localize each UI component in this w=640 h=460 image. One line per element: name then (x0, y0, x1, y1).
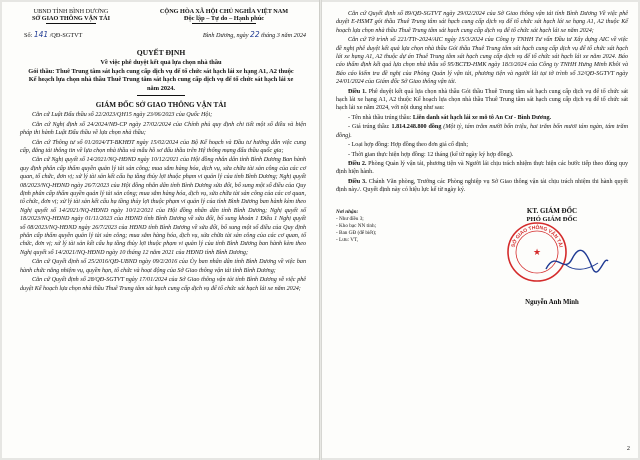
contract-type: - Loại hợp đồng: Hợp đồng theo đơn giá cố định; (348, 142, 469, 149)
article-2-text: Phòng Quản lý vận tải, phương tiện và Người lái chịu trách nhiệm thực hiện các bước tiếp theo đúng quy định hiện hành. (336, 160, 628, 176)
basis-paragraph: Căn cứ Quyết định số 25/2016/QĐ-UBND ngày 09/2/2016 của Ủy ban nhân dân tỉnh Bình Dương về việc ban hành chức năng nhiệm vụ, quyền hạn, tổ chức và hoạt động của Sở Giao thông vận tải tỉnh Bình Dương; (20, 259, 306, 274)
date-suffix: tháng 3 năm 2024 (261, 32, 306, 39)
signer-position: PHÓ GIÁM ĐỐC (526, 215, 578, 223)
doc-number-prefix: Số: (24, 32, 33, 39)
director-heading: GIÁM ĐỐC SỞ GIAO THÔNG VẬN TẢI (95, 101, 227, 110)
article-3-label: Điều 3. (348, 178, 367, 185)
subject-line-2: Gói thầu: Thuê Trung tâm sát hạch cung cấp dịch vụ để tổ chức sát hạch lái xe hạng A1, A2 thuộc Kế hoạch lựa chọn nhà thầu Thuê Trung tâm sát hạch cung cấp dịch vụ để tổ chức sát hạch lái xe năm 2024. (28, 67, 294, 92)
page-number: 2 (626, 445, 630, 452)
department-name: SỞ GIAO THÔNG VẬN TẢI (31, 15, 111, 22)
signature-scribble-icon (542, 245, 612, 281)
letterhead (2, 2, 320, 24)
date-prefix: Bình Dương, ngày (202, 32, 249, 39)
price-label: - Giá trúng thầu: (348, 124, 390, 131)
doc-date (203, 30, 306, 39)
signer (472, 206, 632, 306)
doc-number-handwritten: 141 (33, 30, 49, 39)
document-title: QUYẾT ĐỊNH (136, 48, 186, 57)
signer-authority: KT. GIÁM ĐỐC (526, 206, 578, 215)
decision-body (322, 2, 638, 195)
basis-paragraph: Căn cứ Tờ trình số 221/TTr-2024/AIC ngày 15/3/2024 của Công ty TNHH Tư vấn Đầu tư Xây dựng AIC về việc đề nghị phê duyệt kết quả lựa chọn nhà thầu Gói thầu Thuê Trung tâm sát hạch cung cấp dịch vụ để tổ chức sát hạch lái xe hạng A1, A2 thuộc dự án Thuê Trung tâm sát hạch cung cấp dịch vụ để tổ chức sát hạch lái xe năm 2024. Báo cáo thẩm định kết quả lựa chọn nhà thầu số 95/BCTĐ-HMK ngày 18/3/2024 của Công ty TNHH Hưng Minh Khôi và Báo cáo kiểm tra đề nghị của Phòng Quản lý vận tải, phương tiện và người lái tại tờ trình số 32/QĐ-SGTVT ngày 24/01/2024 của Giám đốc Sở Giao thông vận tải. (336, 37, 628, 86)
winner-line (336, 114, 628, 122)
doc-meta (2, 24, 320, 39)
signature-block (322, 199, 638, 309)
recipient-item: - Lưu: VT, (336, 236, 359, 243)
basis-paragraph: Căn cứ Nghị quyết số 14/2021/NQ-HĐND ngày 10/12/2021 của Hội đồng nhân dân tỉnh Bình Dương Ban hành quy định phân cấp thẩm quyền quản lý tài sản công; mua sắm hàng hóa, dịch vụ, sửa chữa tài sản công của các cơ quan, tổ chức, đơn vị; xử lý tài sản kết cấu hạ tầng thủy lợi thuộc phạm vi quản lý của tỉnh Bình Dương; Nghị quyết 08/2023/NQ-HĐND ngày 26/7/2023 của Hội đồng nhân dân tỉnh Bình Dương sửa đổi, bổ sung một số điều của Quy định phân cấp thẩm quyền quản lý tài sản công; mua sắm hàng hóa, dịch vụ, sửa chữa tài sản công của các cơ quan, tổ chức, đơn vị; xử lý tài sản kết cấu hạ tầng thủy lợi thuộc phạm vi quản lý của tỉnh Bình Dương ban hành kèm theo Nghị quyết số 14/2021/NQ-HĐND ngày 10/12/2021 của Hội đồng nhân dân tỉnh Bình Dương; Nghị quyết số 18/2023/NQ-HĐND ngày 01/11/2023 của HĐND tỉnh Bình Dương về sửa đổi, bổ sung khoản 1 Điều 1 Nghị quyết số 08/2023/NQ-HĐND ngày 26/7/2023 của HĐND tỉnh Bình Dương về sửa đổi, bổ sung một số điều của Quy định phân cấp thẩm quyền quản lý tài sản công; mua sắm hàng hóa, dịch vụ, sửa chữa tài sản công của các cơ quan, tổ chức, đơn vị; xử lý tài sản kết cấu hạ tầng thủy lợi thuộc phạm vi quản lý của tỉnh Bình Dương ban hành kèm theo Nghị quyết số 14/2021/NQ-HĐND ngày 10 tháng 12 năm 2021 của HĐND tỉnh Bình Dương; (20, 157, 306, 256)
article-2-label: Điều 2. (348, 160, 367, 167)
page-right (322, 2, 638, 458)
svg-text:SỞ GIAO THÔNG VẬN TẢI: SỞ GIAO THÔNG VẬN TẢI (510, 224, 564, 248)
page-left (2, 2, 320, 458)
recipients-title: Nơi nhận: (336, 208, 359, 215)
basis-paragraph: Căn cứ Quyết định số 89/QĐ-SGTVT ngày 29/02/2024 của Sở Giao thông vận tải tỉnh Bình Dương Về việc phê duyệt E-HSMT gói thầu Thuê Trung tâm sát hạch cung cấp dịch vụ để tổ chức sát hạch lái xe hạng A1, A2 thuộc Kế hoạch lựa chọn nhà thầu Thuê Trung tâm sát hạch cung cấp dịch vụ để tổ chức sát hạch lái xe năm 2024; (336, 11, 628, 34)
signer-name: Nguyễn Anh Minh (525, 298, 579, 306)
recipient-item: - Kho bạc NN tỉnh; (336, 222, 377, 229)
winner-label: - Tên nhà thầu trúng thầu: (348, 114, 412, 121)
contract-duration: - Thời gian thực hiện hợp đồng: 12 tháng (kể từ ngày ký hợp đồng). (348, 151, 514, 158)
doc-number (24, 30, 82, 39)
motto-underline (192, 23, 256, 24)
winner-value: Liên danh sát hạch lái xe mô tô An Cư - Bình Dương. (412, 114, 552, 121)
basis-paragraph: Căn cứ Luật Đấu thầu số 22/2023/QH15 ngày 23/06/2023 của Quốc Hội; (32, 112, 213, 119)
recipient-item: - Như điều 3; (336, 215, 364, 222)
price-words: (Một tỷ, tám trăm mười bốn triệu, hai trăm bốn mươi tám ngàn, tám trăm đồng). (336, 124, 628, 139)
basis-paragraph: Căn cứ Thông tư số 01/2024/TT-BKHĐT ngày 15/02/2024 của Bộ Kế hoạch và Đầu tư hướng dẫn việc cung cấp, đăng tải thông tin về lựa chọn nhà thầu và mẫu hồ sơ đấu thầu trên Hệ thống mạng đấu thầu quốc gia; (20, 139, 306, 154)
national-motto: Độc lập – Tự do – Hạnh phúc (183, 15, 265, 22)
svg-text:★: ★ (532, 246, 542, 257)
recipients (336, 209, 376, 244)
basis-paragraph: Căn cứ Quyết định số 28/QĐ-SGTVT ngày 17/01/2024 của Sở Giao thông vận tải tỉnh Bình Dương về việc phê duyệt Kế hoạch lựa chọn nhà thầu Thuê Trung tâm sát hạch cung cấp dịch vụ để tổ chức sát hạch lái xe năm 2024; (20, 277, 306, 292)
issuer-underline (46, 23, 96, 24)
price-line (336, 123, 628, 140)
nation-title: CỘNG HÒA XÃ HỘI CHỦ NGHĨA VIỆT NAM (159, 8, 289, 15)
basis-paragraph: Căn cứ Nghị định số 24/2024/NĐ-CP ngày 27/02/2024 của Chính phủ quy định chi tiết một số điều và biện pháp thi hành Luật Đấu thầu về lựa chọn nhà thầu; (20, 121, 306, 137)
article-3 (336, 178, 628, 195)
issuer-block (16, 8, 126, 24)
national-block (138, 8, 310, 24)
article-1-label: Điều 1. (348, 88, 367, 95)
article-1 (336, 88, 628, 113)
recipient-item: - Ban GĐ (để biết); (336, 229, 377, 236)
article-1-text: Phê duyệt kết quả lựa chọn nhà thầu Gói thầu Thuê Trung tâm sát hạch cung cấp dịch vụ để tổ chức sát hạch lái xe hạng A1, A2 thuộc Kế hoạch lựa chọn nhà thầu Thuê Trung tâm sát hạch cung cấp dịch vụ để tổ chức sát hạch lái xe năm 2024, với nội dung như sau: (336, 88, 628, 112)
doc-number-suffix: /QĐ-SGTVT (49, 32, 83, 39)
agency-name: UBND TỈNH BÌNH DƯƠNG (33, 8, 109, 15)
document-subject (24, 59, 298, 93)
price-value: 1.814.248.800 đồng (391, 124, 442, 131)
subject-underline (137, 95, 185, 96)
legal-basis (2, 109, 320, 293)
date-day-handwritten: 22 (250, 30, 260, 39)
article-3-text: Chánh Văn phòng, Trưởng các Phòng nghiệp vụ Sở Giao thông vận tải chịu trách nhiệm thi hành quyết định này./. Quyết định này có hiệu lực kể từ ngày ký. (336, 178, 628, 194)
article-2 (336, 160, 628, 177)
subject-line-1: Về việc phê duyệt kết quả lựa chọn nhà thầu (100, 59, 222, 66)
